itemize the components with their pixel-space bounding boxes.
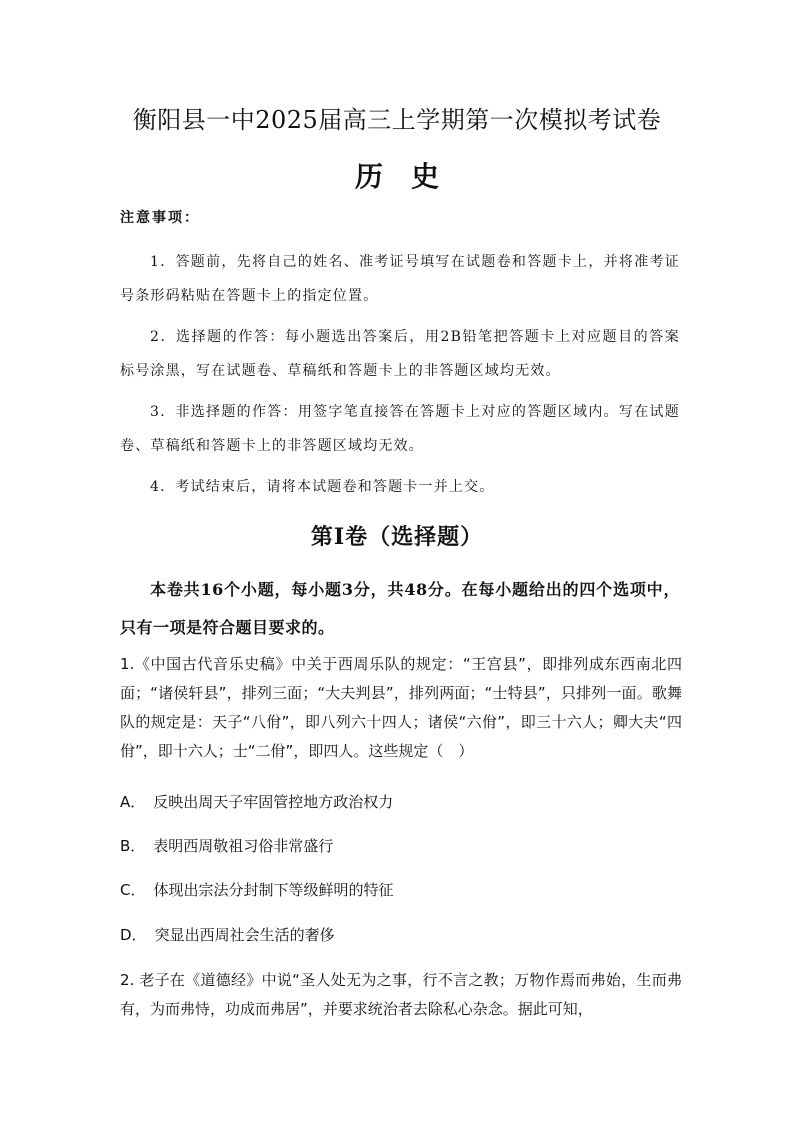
option-text: 体现出宗法分封制下等级鲜明的特征 bbox=[153, 881, 394, 899]
question-1-option-c[interactable] bbox=[120, 879, 680, 901]
question-2-stem: 2. 老子在《道德经》中说“圣人处无为之事，行不言之教；万物作焉而弗始，生而弗有，为而弗恃，功成而弗居”，并要求统治者去除私心杂念。据此可知， bbox=[120, 971, 682, 1018]
question-1-stem: 1.《中国古代音乐史稿》中关于西周乐队的规定：“王宫县”，即排列成东西南北四面；“诸侯轩县”，排列三面；“大夫判县”，排列两面；“士特县”，只排列一面。歌舞队的规定是：天子“八佾”，即八列六十四人；诸侯“六佾”，即三十六人；卿大夫“四佾”，即十六人；士“二佾”，即四人。这些规定（ ） bbox=[120, 655, 682, 760]
question-1-option-a[interactable] bbox=[120, 791, 680, 813]
exam-title: 衡阳县一中2025届高三上学期第一次模拟考试卷 bbox=[132, 106, 662, 134]
option-text: 反映出周天子牢固管控地方政治权力 bbox=[153, 793, 394, 811]
notice-item-4: 4．考试结束后，请将本试题卷和答题卡一并上交。 bbox=[150, 479, 495, 495]
option-letter: C． bbox=[120, 881, 146, 899]
option-text: 突显出西周社会生活的奢侈 bbox=[154, 926, 335, 944]
option-letter: D． bbox=[120, 926, 147, 944]
notice-item-2: 2．选择题的作答：每小题选出答案后，用2B铅笔把答题卡上对应题目的答案标号涂黑，写在试题卷、草稿纸和答题卡上的非答题区域均无效。 bbox=[120, 329, 680, 379]
notice-item-1: 1．答题前，先将自己的姓名、准考证号填写在试题卷和答题卡上，并将准考证号条形码粘贴在答题卡上的指定位置。 bbox=[120, 254, 680, 304]
section-instructions: 本卷共16个小题，每小题3分，共48分。在每小题给出的四个选项中，只有一项是符合题目要求的。 bbox=[120, 580, 680, 637]
subject-title: 历史 bbox=[354, 160, 467, 193]
question-1-option-b[interactable] bbox=[120, 835, 680, 857]
question-1-option-d[interactable] bbox=[120, 924, 680, 946]
section-title: 第Ⅰ卷（选择题） bbox=[310, 524, 484, 550]
notice-item-3: 3．非选择题的作答：用签字笔直接答在答题卡上对应的答题区域内。写在试题卷、草稿纸和答题卡上的非答题区域均无效。 bbox=[120, 404, 680, 454]
notice-heading: 注意事项： bbox=[120, 210, 200, 226]
option-letter: B． bbox=[120, 837, 146, 855]
option-text: 表明西周敬祖习俗非常盛行 bbox=[153, 837, 334, 855]
option-letter: A． bbox=[120, 793, 146, 811]
